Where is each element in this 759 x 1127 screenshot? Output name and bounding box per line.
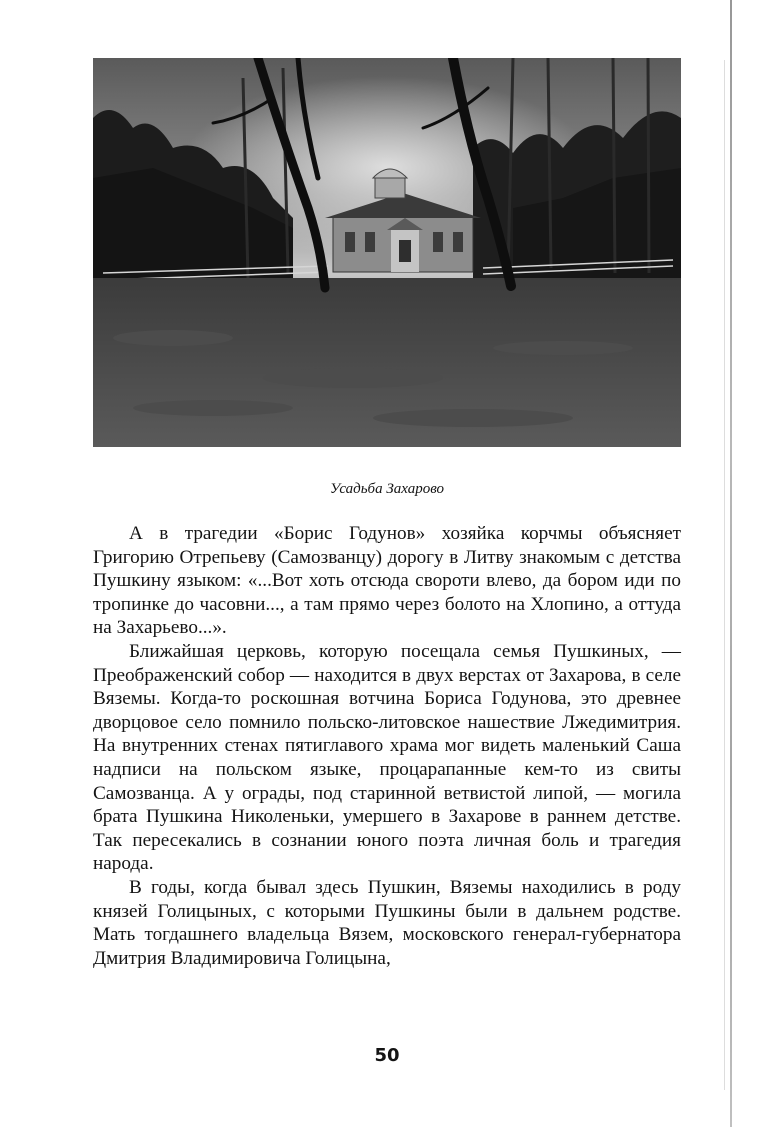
photo-zakharovo-estate [93, 58, 681, 447]
paragraph: А в трагедии «Борис Годунов» хозяйка корчмы объясняет Григорию Отрепьеву (Самозванцу) дорогу в Литву знакомым с детства Пушкину языком: «...Вот хоть отсюда свороти влево, да бором иди по тропинке до часовни..., а там прямо через болото на Хлопино, а оттуда на Захарьево...». [93, 523, 681, 639]
paragraph: Ближайшая церковь, которую посещала семья Пушкиных, — Преображенский собор — находится в двух верстах от Захарова, в селе Вяземы. Когда-то роскошная вотчина Бориса Годунова, это древнее дворцовое село помнило польско-литовское нашествие Лжедимитрия. На внутренних стенах пятиглавого храма мог видеть маленький Саша надписи на польском языке, процарапанные кем-то из свиты Самозванца. А у ограды, под старинной ветвистой липой, — могила брата Пушкина Николеньки, умершего в Захарове в раннем детстве. Так пересекались в сознании юного поэта личная боль и трагедия народа. [93, 640, 681, 875]
body-text [93, 522, 681, 970]
paragraph: В годы, когда бывал здесь Пушкин, Вяземы находились в роду князей Голицыных, с которыми Пушкины были в дальнем родстве. Мать тогдашнего владельца Вязем, московского генерал-губернатора Дмитрия Владимировича Голицына, [93, 876, 681, 969]
page-gutter-line [724, 60, 725, 1090]
photo-caption: Усадьба Захарово [329, 481, 445, 497]
page-number: 50 [374, 1045, 400, 1066]
page-binding-edge [730, 0, 732, 1127]
